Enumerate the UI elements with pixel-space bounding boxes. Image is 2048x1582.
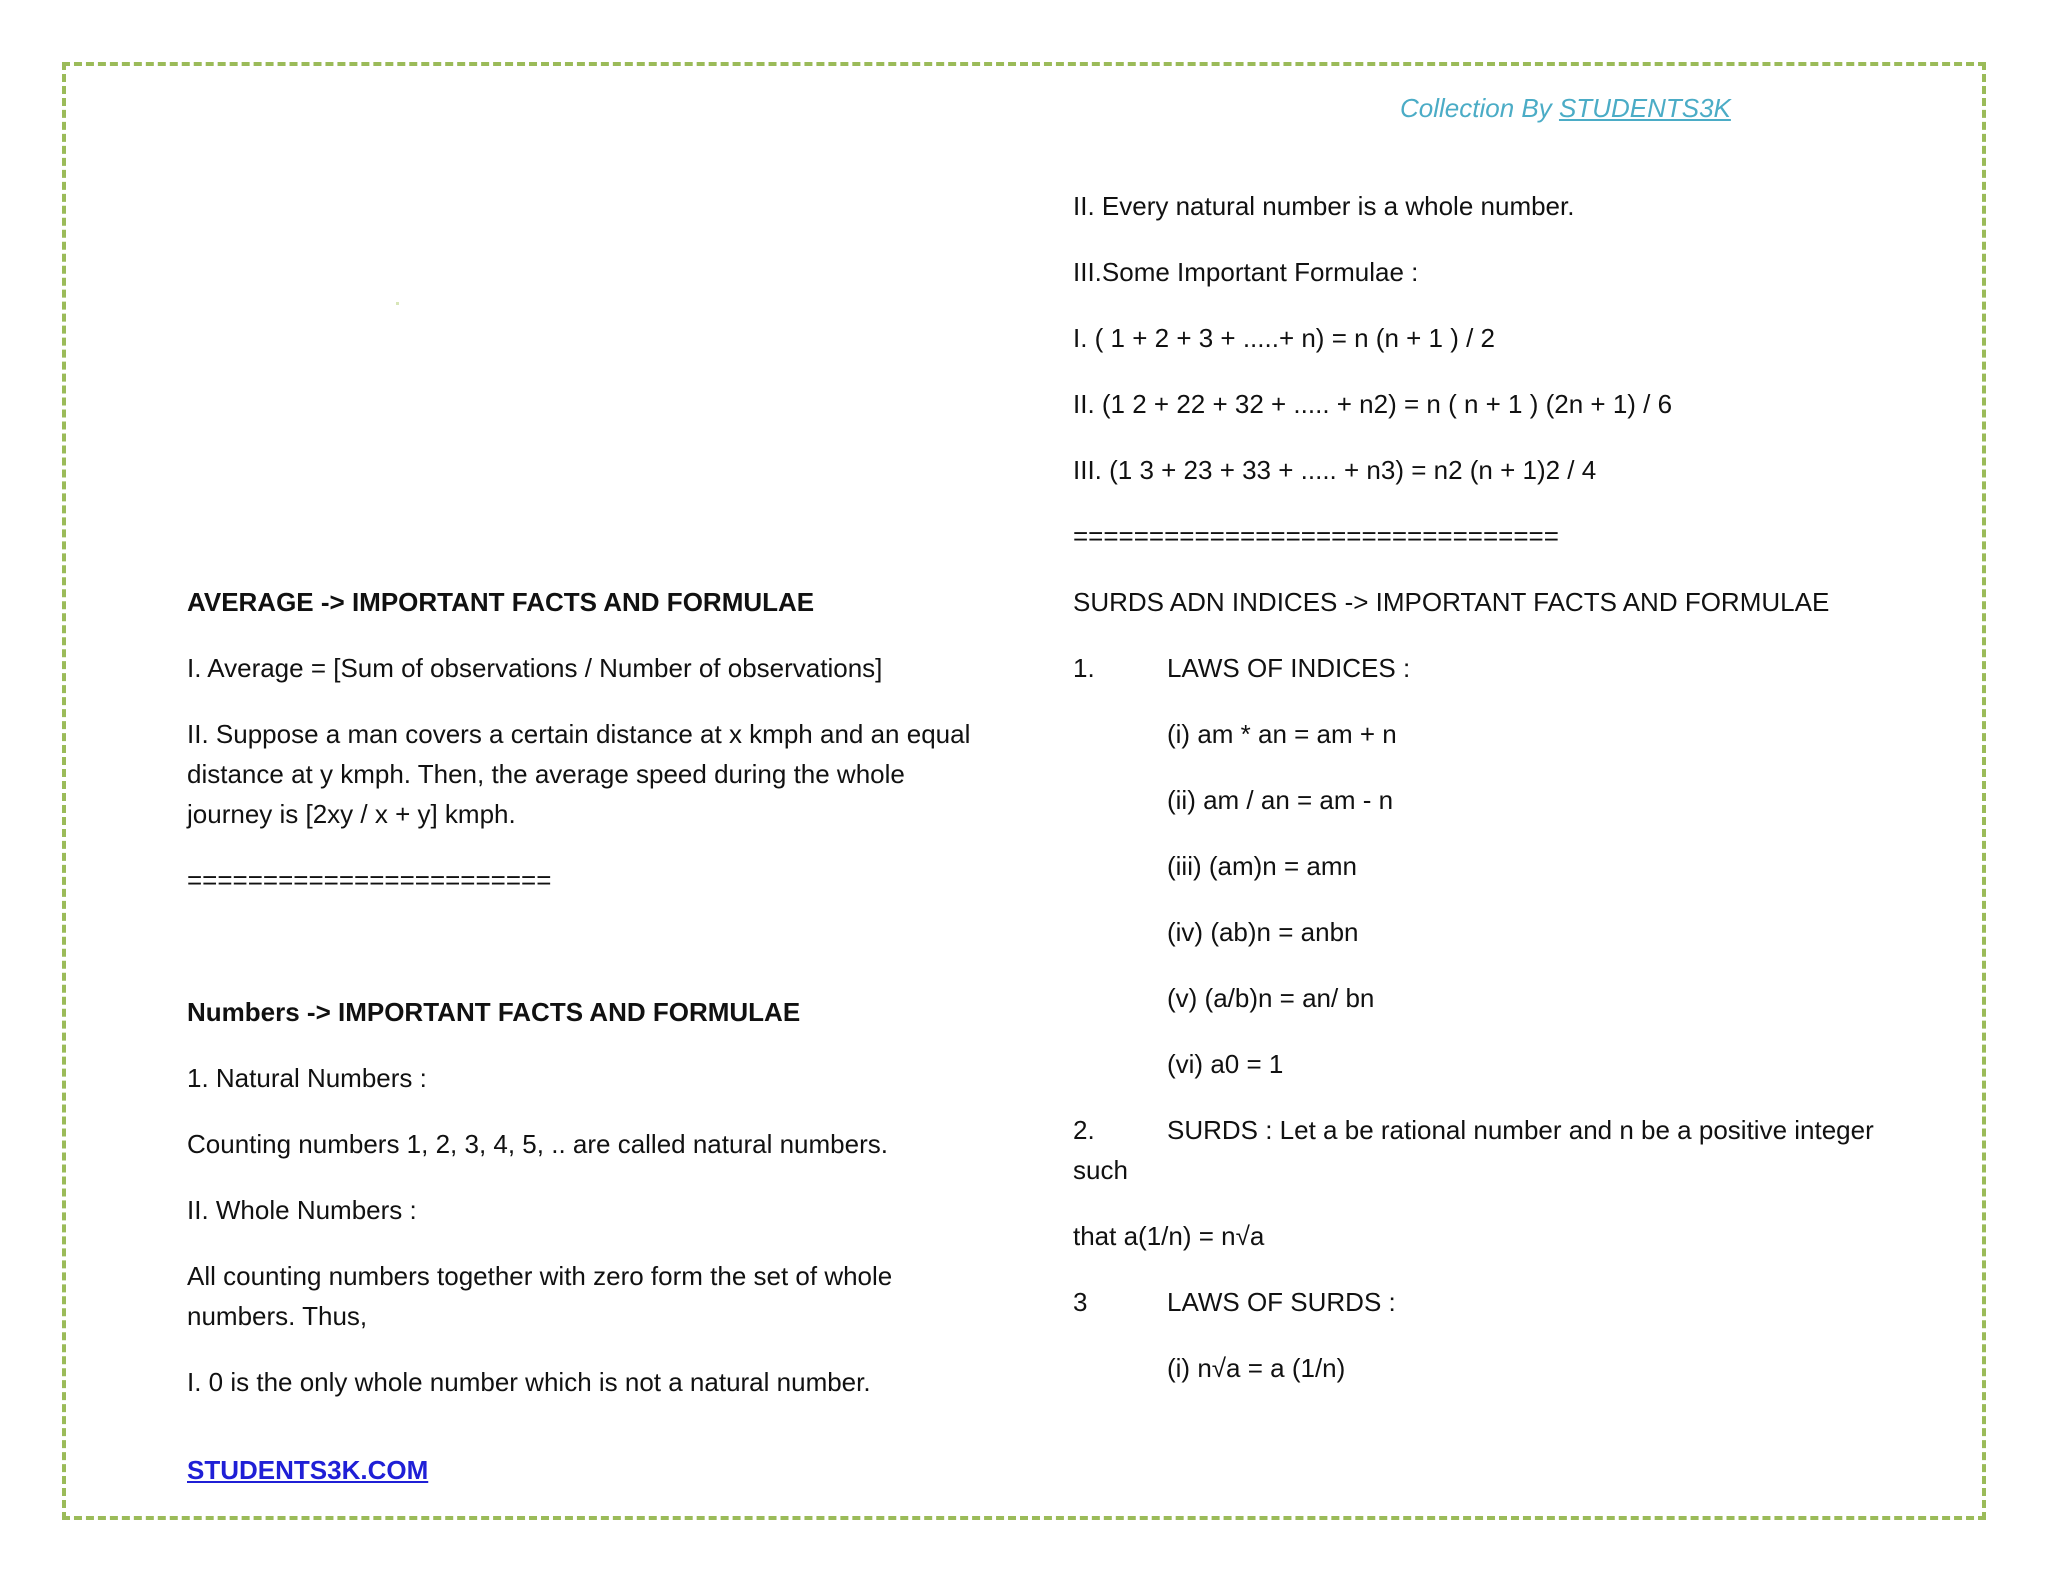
- footer-website-link[interactable]: STUDENTS3K.COM: [187, 1455, 429, 1485]
- index-law-1: (i) am * an = am + n: [1167, 719, 1397, 749]
- formulae-heading: III.Some Important Formulae :: [1073, 257, 1419, 287]
- whole-fact-1: I. 0 is the only whole number which is not a natural number.: [187, 1367, 871, 1397]
- natural-numbers-heading: 1. Natural Numbers :: [187, 1063, 427, 1093]
- natural-numbers-text: Counting numbers 1, 2, 3, 4, 5, .. are called natural numbers.: [187, 1129, 888, 1159]
- average-formula-2: II. Suppose a man covers a certain distance at x kmph and an equal distance at y kmph. Then, the average speed during the whole journey is [2xy / x + y] kmph.: [187, 719, 971, 829]
- whole-numbers-heading: II. Whole Numbers :: [187, 1195, 417, 1225]
- numbers-title: Numbers -> IMPORTANT FACTS AND FORMULAE: [187, 997, 801, 1027]
- laws-of-surds-row: [1073, 1282, 1396, 1322]
- index-law-6: (vi) a0 = 1: [1167, 1049, 1284, 1079]
- decorative-speck: [396, 302, 399, 305]
- page-header: [1400, 93, 1731, 124]
- left-separator: ========================: [187, 865, 552, 895]
- index-law-4: (iv) (ab)n = anbn: [1167, 917, 1359, 947]
- surds-title: SURDS ADN INDICES -> IMPORTANT FACTS AND FORMULAE: [1073, 587, 1830, 617]
- header-prefix: Collection By: [1400, 93, 1559, 123]
- surd-law-1: (i) n√a = a (1/n): [1167, 1353, 1346, 1383]
- surds-definition-continuation: such: [1073, 1155, 1128, 1185]
- surds-definition-text: SURDS : Let a be rational number and n be a positive integer: [1167, 1115, 1874, 1145]
- right-separator: ================================: [1073, 521, 1559, 551]
- surds-definition-formula: that a(1/n) = n√a: [1073, 1221, 1265, 1251]
- index-law-5: (v) (a/b)n = an/ bn: [1167, 983, 1375, 1013]
- average-formula-1: I. Average = [Sum of observations / Number of observations]: [187, 653, 883, 683]
- formula-3: III. (1 3 + 23 + 33 + ..... + n3) = n2 (n + 1)2 / 4: [1073, 455, 1597, 485]
- laws-of-indices-heading: LAWS OF INDICES :: [1167, 653, 1411, 683]
- surds-definition-row: [1073, 1110, 1874, 1150]
- surds-number: 2.: [1073, 1115, 1095, 1145]
- whole-fact-2: II. Every natural number is a whole number.: [1073, 191, 1575, 221]
- whole-numbers-text: All counting numbers together with zero form the set of whole numbers. Thus,: [187, 1261, 893, 1331]
- formula-1: I. ( 1 + 2 + 3 + .....+ n) = n (n + 1 ) / 2: [1073, 323, 1496, 353]
- laws-of-indices-number: 1.: [1073, 653, 1095, 683]
- index-law-3: (iii) (am)n = amn: [1167, 851, 1357, 881]
- index-law-2: (ii) am / an = am - n: [1167, 785, 1394, 815]
- laws-of-surds-heading: LAWS OF SURDS :: [1167, 1287, 1396, 1317]
- laws-of-surds-number: 3: [1073, 1287, 1088, 1317]
- header-link[interactable]: STUDENTS3K: [1558, 93, 1731, 123]
- formula-2: II. (1 2 + 22 + 32 + ..... + n2) = n ( n + 1 ) (2n + 1) / 6: [1073, 389, 1673, 419]
- laws-of-indices-row: [1073, 648, 1410, 688]
- average-title: AVERAGE -> IMPORTANT FACTS AND FORMULAE: [187, 587, 815, 617]
